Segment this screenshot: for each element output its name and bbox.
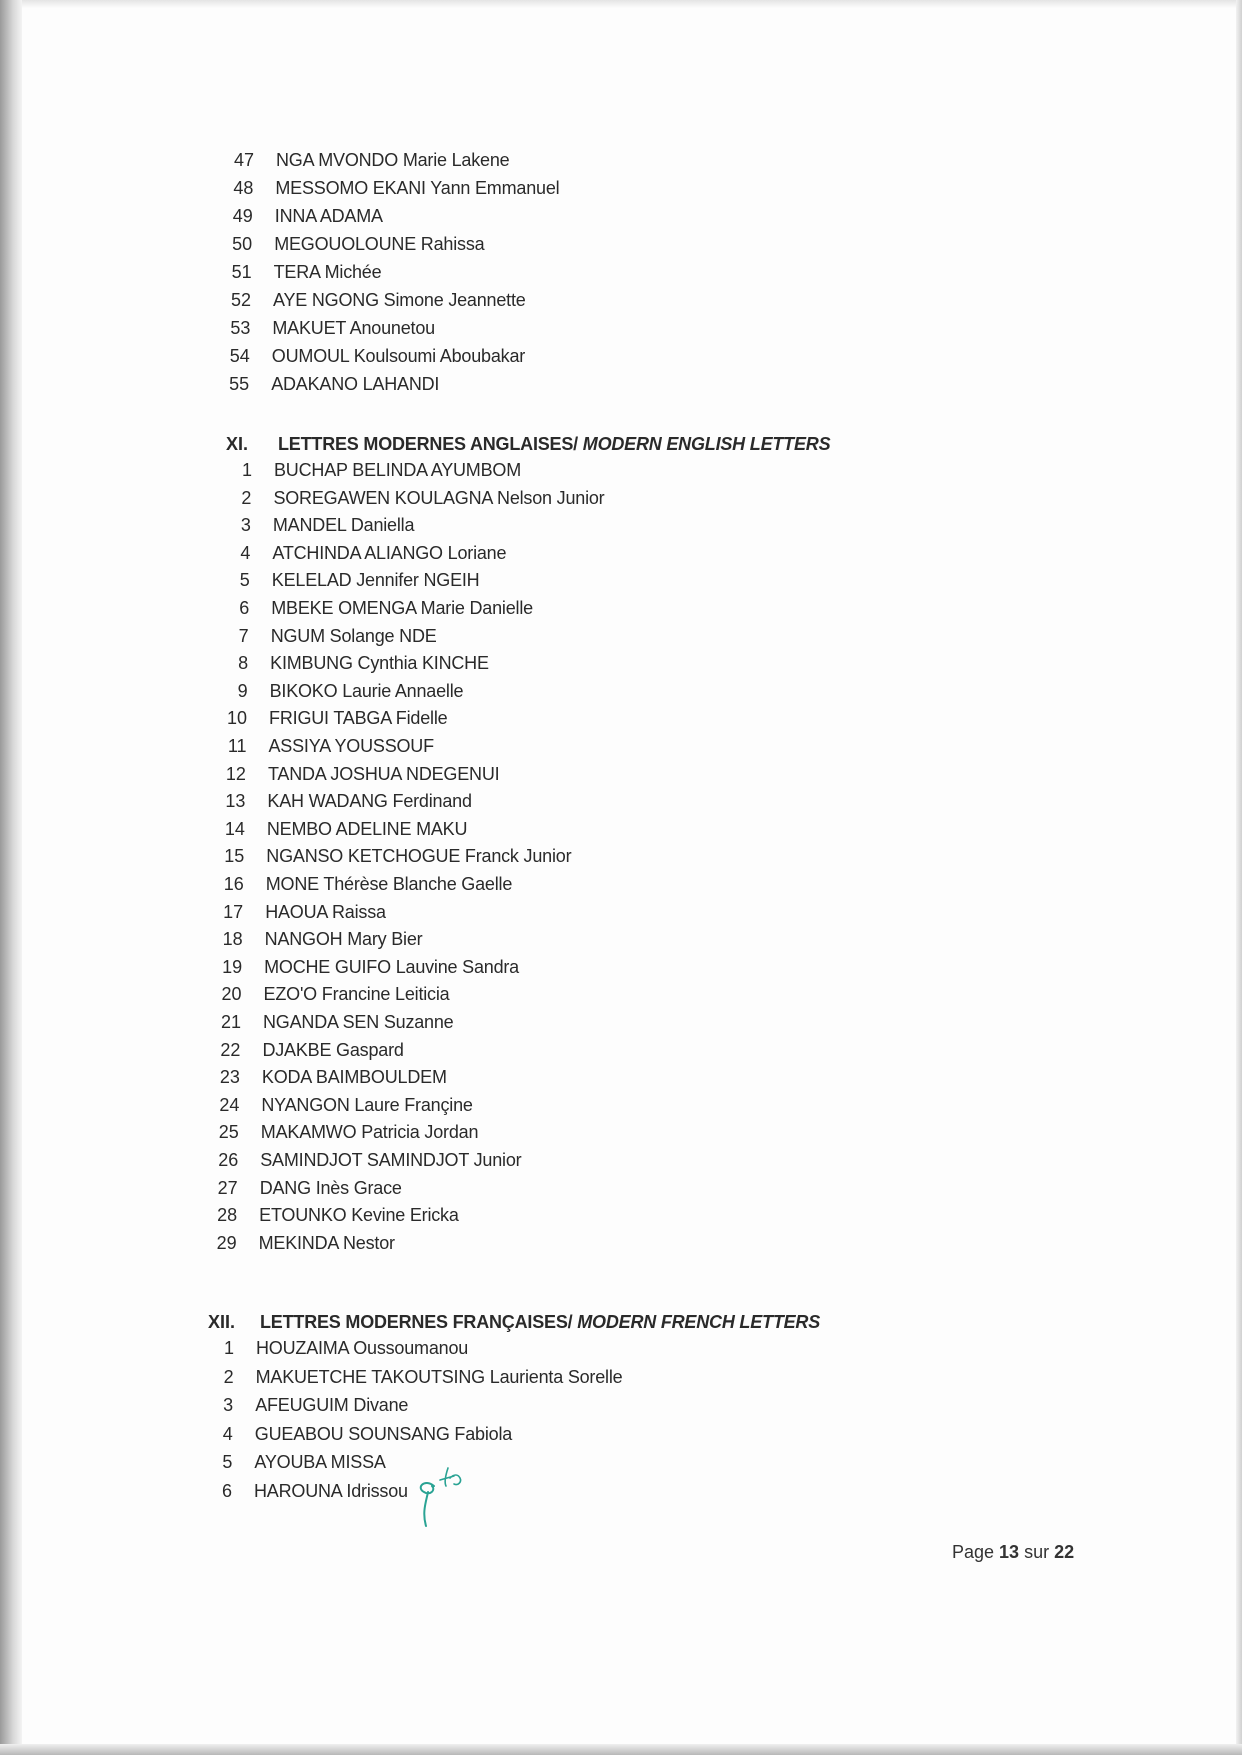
item-name: FRIGUI TABGA Fidelle [269, 708, 448, 729]
item-name: AYE NGONG Simone Jeannette [273, 290, 526, 310]
item-name: MONE Thérèse Blanche Gaelle [265, 874, 513, 894]
section-title [278, 432, 830, 456]
item-number: 10 [227, 708, 248, 729]
footer-total-pages: 22 [1054, 1542, 1075, 1562]
item-name: KAH WADANG Ferdinand [267, 791, 472, 812]
item-name: NGANSO KETCHOGUE Franck Junior [266, 846, 572, 867]
item-name: ETOUNKO Kevine Ericka [259, 1205, 459, 1226]
item-name: NEMBO ADELINE MAKU [266, 818, 468, 839]
item-name: NGA MVONDO Marie Lakene [276, 150, 510, 170]
item-name: KIMBUNG Cynthia KINCHE [270, 653, 489, 674]
scan-edge-bottom [0, 1744, 1242, 1755]
item-name: MOCHE GUIFO Lauvine Sandra [264, 956, 519, 977]
item-name: NGUM Solange NDE [270, 625, 437, 646]
item-number: 28 [217, 1205, 238, 1226]
scan-edge-top [0, 0, 1242, 8]
item-name: GUEABOU SOUNSANG Fabiola [254, 1423, 513, 1444]
section-title [260, 1310, 820, 1334]
item-number: 49 [232, 206, 253, 226]
item-number: 6 [221, 1481, 232, 1501]
item-name: KODA BAIMBOULDEM [261, 1067, 447, 1088]
item-number: 26 [218, 1150, 239, 1170]
item-number: 24 [219, 1094, 240, 1115]
item-name: MAKAMWO Patricia Jordan [260, 1122, 479, 1143]
item-name: DANG Inès Grace [259, 1177, 402, 1198]
scan-edge-right [1236, 0, 1242, 1755]
item-name: OUMOUL Koulsoumi Aboubakar [271, 346, 526, 366]
item-name: HAROUNA Idrissou [254, 1481, 408, 1501]
item-number: 17 [223, 901, 244, 922]
item-name: NGANDA SEN Suzanne [263, 1012, 454, 1032]
item-name: ATCHINDA ALIANGO Loriane [272, 542, 507, 563]
item-name: MANDEL Daniella [272, 515, 415, 536]
section-title-en: MODERN ENGLISH LETTERS [577, 434, 831, 454]
item-name: NANGOH Mary Bier [264, 929, 423, 950]
section-number: XI. [226, 434, 249, 454]
item-number: 4 [222, 1423, 233, 1444]
item-number: 6 [239, 598, 250, 618]
item-name: TERA Michée [273, 262, 382, 282]
item-name: SAMINDJOT SAMINDJOT Junior [260, 1150, 522, 1170]
item-name: MEKINDA Nestor [258, 1232, 395, 1253]
item-name: BIKOKO Laurie Annaelle [269, 680, 464, 701]
item-name: SOREGAWEN KOULAGNA Nelson Junior [273, 487, 605, 508]
item-number: 3 [223, 1395, 234, 1416]
section-title-fr: LETTRES MODERNES FRANÇAISES/ [260, 1312, 573, 1332]
item-number: 20 [221, 984, 242, 1005]
item-name: KELELAD Jennifer NGEIH [271, 570, 480, 591]
item-name: INNA ADAMA [274, 206, 383, 226]
item-number: 2 [241, 487, 252, 508]
item-number: 48 [233, 178, 254, 198]
item-name: NYANGON Laure Françine [261, 1094, 473, 1115]
section-number: XII. [208, 1312, 236, 1332]
item-number: 29 [216, 1232, 237, 1253]
item-name: MEGOUOLOUNE Rahissa [274, 234, 485, 254]
item-name: DJAKBE Gaspard [262, 1039, 404, 1060]
item-number: 47 [233, 150, 254, 170]
item-number: 23 [219, 1067, 240, 1088]
item-name: MESSOMO EKANI Yann Emmanuel [275, 178, 560, 198]
footer-middle: sur [1019, 1542, 1055, 1562]
item-name: AYOUBA MISSA [254, 1452, 386, 1473]
item-number: 21 [220, 1012, 241, 1032]
item-number: 18 [222, 929, 243, 950]
item-number: 50 [232, 234, 253, 254]
item-name: MBEKE OMENGA Marie Danielle [271, 598, 533, 618]
item-number: 19 [222, 956, 243, 977]
item-number: 2 [223, 1366, 234, 1387]
handwritten-signature [414, 1456, 474, 1536]
item-number: 52 [230, 290, 251, 310]
page-footer [952, 1542, 1074, 1563]
item-name: ASSIYA YOUSSOUF [268, 736, 434, 756]
item-number: 9 [237, 680, 248, 701]
item-number: 1 [223, 1338, 234, 1358]
item-name: MAKUET Anounetou [272, 318, 435, 338]
item-number: 12 [225, 763, 246, 784]
footer-prefix: Page [952, 1542, 1000, 1562]
item-number: 25 [218, 1122, 239, 1143]
item-number: 51 [231, 262, 252, 282]
item-number: 11 [227, 736, 247, 756]
section-title-fr: LETTRES MODERNES ANGLAISES/ [278, 434, 578, 454]
item-number: 7 [238, 625, 249, 646]
footer-current-page: 13 [999, 1542, 1020, 1562]
item-number: 8 [238, 653, 249, 674]
item-number: 53 [230, 318, 251, 338]
item-number: 54 [229, 346, 250, 366]
item-number: 14 [224, 818, 245, 839]
item-number: 16 [223, 874, 244, 894]
item-number: 5 [222, 1452, 233, 1473]
item-number: 13 [225, 791, 246, 812]
item-number: 27 [217, 1177, 238, 1198]
item-name: MAKUETCHE TAKOUTSING Laurienta Sorelle [255, 1366, 623, 1387]
item-name: HAOUA Raissa [265, 901, 386, 922]
item-number: 3 [240, 515, 251, 536]
item-number: 4 [240, 542, 251, 563]
item-number: 15 [224, 846, 245, 867]
item-number: 5 [239, 570, 250, 591]
item-number: 55 [229, 374, 250, 394]
section-title-en: MODERN FRENCH LETTERS [572, 1312, 821, 1332]
item-name: TANDA JOSHUA NDEGENUI [267, 763, 500, 784]
item-name: HOUZAIMA Oussoumanou [256, 1338, 469, 1358]
item-name: AFEUGUIM Divane [255, 1395, 409, 1416]
item-number: 22 [220, 1039, 241, 1060]
item-number: 1 [241, 460, 252, 480]
item-name: BUCHAP BELINDA AYUMBOM [274, 460, 522, 480]
item-name: EZO'O Francine Leiticia [263, 984, 450, 1005]
item-name: ADAKANO LAHANDI [271, 374, 440, 394]
scan-edge-left [0, 0, 22, 1755]
